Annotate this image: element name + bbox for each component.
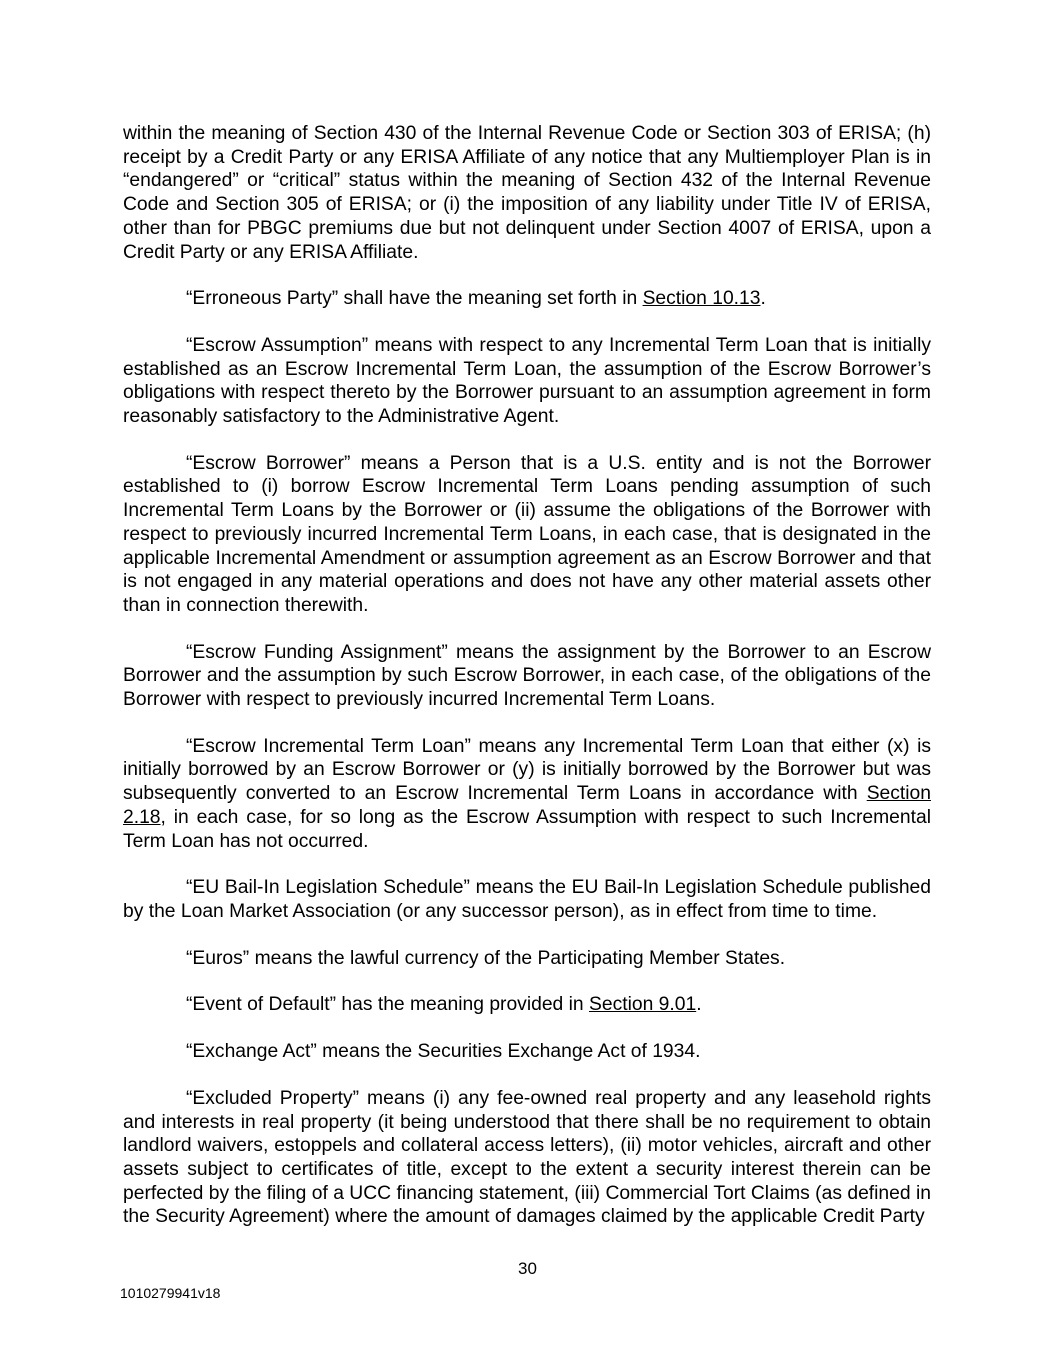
paragraph — [123, 1087, 931, 1229]
text-run: “Excluded Property” means (i) any fee-owned real property and any leasehold rights and interests in real property (it being understood that there shall be no requirement to obtain landlord waivers, estoppels and collateral access letters), (ii) motor vehicles, aircraft and other assets subject to certificates of title, except to the extent a security interest therein can be perfected by the filing of a UCC financing statement, (iii) Commercial Tort Claims (as defined in the Security Agreement) where the amount of damages claimed by the applicable Credit Party — [123, 1087, 931, 1228]
page-number: 30 — [518, 1259, 537, 1278]
text-run: “Escrow Incremental Term Loan” means any Incremental Term Loan that either (x) is initially borrowed by an Escrow Borrower or (y) is initially borrowed by the Borrower but was subsequently converted to an Escrow Incremental Term Loans in accordance with — [123, 735, 931, 805]
text-run: “Event of Default” has the meaning provided in — [186, 994, 589, 1016]
text-run: , in each case, for so long as the Escrow Assumption with respect to such Incremental Term Loan has not occurred. — [123, 806, 931, 852]
section-reference: Section 10.13 — [642, 288, 761, 310]
text-run: “EU Bail-In Legislation Schedule” means the EU Bail-In Legislation Schedule published by the Loan Market Association (or any successor person), as in effect from time to time. — [123, 877, 931, 922]
paragraph — [123, 735, 931, 854]
section-reference: Section 2.18 — [123, 783, 931, 828]
paragraph — [123, 947, 931, 971]
text-run: . — [696, 994, 702, 1016]
text-run: “Escrow Funding Assignment” means the assignment by the Borrower to an Escrow Borrower and the assumption by such Escrow Borrower, in each case, of the obligations of the Borrower with respect to previously incurred Incremental Term Loans. — [123, 641, 931, 711]
document-id: 1010279941v18 — [120, 1285, 221, 1301]
text-run: “Euros” means the lawful currency of the Participating Member States. — [186, 947, 786, 969]
paragraph — [123, 287, 931, 311]
text-run: . — [760, 288, 766, 310]
section-reference: Section 9.01 — [589, 994, 697, 1016]
paragraph — [123, 122, 931, 264]
paragraph — [123, 641, 931, 712]
paragraph — [123, 993, 931, 1017]
text-run: “Escrow Assumption” means with respect to any Incremental Term Loan that is initially established as an Escrow Incremental Term Loan, the assumption of the Escrow Borrower’s obligations with respect thereto by the Borrower pursuant to an assumption agreement in form reasonably satisfactory to the Administrative Agent. — [123, 334, 931, 428]
text-run: within the meaning of Section 430 of the Internal Revenue Code or Section 303 of ERISA; (h) receipt by a Credit Party or any ERISA Affiliate of any notice that any Multiemployer Plan is in “endangered” or “critical” status within the meaning of Section 432 of the Internal Revenue Code and Section 305 of ERISA; or (i) the imposition of any liability under Title IV of ERISA, other than for PBGC premiums due but not delinquent under Section 4007 of ERISA, upon a Credit Party or any ERISA Affiliate. — [123, 123, 931, 263]
paragraph — [123, 876, 931, 923]
document-text — [123, 122, 931, 1252]
paragraph — [123, 452, 931, 618]
text-run: “Exchange Act” means the Securities Exchange Act of 1934. — [186, 1041, 701, 1063]
text-run: “Erroneous Party” shall have the meaning set forth in — [186, 288, 643, 310]
text-run: “Escrow Borrower” means a Person that is a U.S. entity and is not the Borrower established to (i) borrow Escrow Incremental Term Loans pending assumption of such Incremental Term Loans by the Borrower or (ii) assume the obligations of the Borrower with respect to previously incurred Incremental Term Loans, in each case, that is designated in the applicable Incremental Amendment or assumption agreement as an Escrow Borrower and that is not engaged in any material operations and does not have any other material assets other than in connection therewith. — [123, 452, 931, 616]
paragraph — [123, 1040, 931, 1064]
paragraph — [123, 334, 931, 429]
